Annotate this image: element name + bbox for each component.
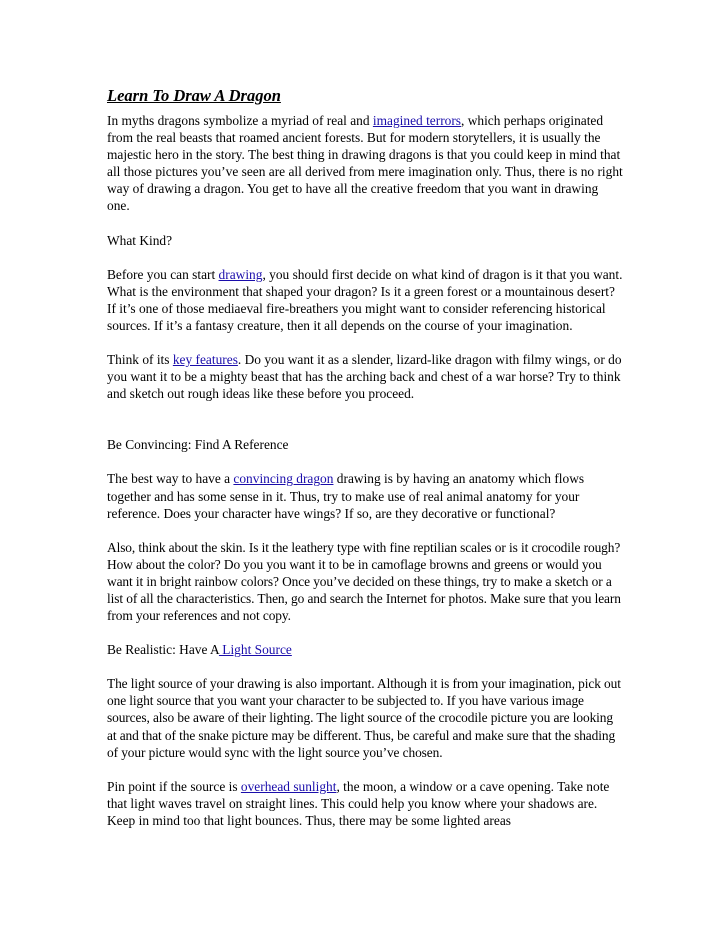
paragraph-key-features	[107, 351, 623, 402]
paragraph-text: In myths dragons symbolize a myriad of real and	[107, 113, 373, 128]
paragraph-text: , which perhaps originated from the real beasts that roamed ancient forests. But for modern storytellers, it is usually the majestic hero in the story. The best thing in drawing dragons is that you could keep in mind that all those pictures you’ve seen are all derived from mere imagination only. Thus, there is no right way of drawing a dragon. You get to have all the creative freedom that you want in drawing one.	[107, 113, 623, 214]
paragraph-text: , the moon, a window or a cave opening. Take note that light waves travel on straight lines. This could help you know where your shadows are. Keep in mind too that light bounces. Thus, there may be some lighted areas	[107, 778, 610, 828]
document-title: Learn To Draw A Dragon	[107, 86, 281, 105]
paragraph-text: The best way to have a	[107, 471, 234, 487]
link-imagined-terrors[interactable]: imagined terrors	[372, 113, 462, 128]
paragraph-drawing	[107, 266, 623, 334]
link-key-features[interactable]: key features	[172, 352, 238, 368]
link-light-source[interactable]: Light Source	[218, 642, 292, 658]
section-heading-light-source	[107, 641, 623, 658]
paragraph-text: , you should first decide on what kind of dragon is it that you want. What is the environment that shaped your dragon? Is it a green forest or a mountainous desert? If it’s one of those mediaeval fire-breathers you might want to consider referencing historical sources. If it’s a fantasy creature, then it all depends on the course of your imagination.	[107, 266, 623, 333]
paragraph-text: . Do you want it as a slender, lizard-like dragon with filmy wings, or do you want it to be a mighty beast that has the arching back and chest of a war horse? Try to think and sketch out rough ideas like these before you proceed.	[107, 352, 622, 402]
paragraph-text: Before you can start	[107, 266, 219, 282]
heading-text: Be Realistic: Have A	[107, 642, 219, 658]
link-overhead-sunlight[interactable]: overhead sunlight	[240, 778, 337, 794]
paragraph-text: Think of its	[107, 352, 173, 368]
paragraph-text: drawing is by having an anatomy which flows together and has some sense in it. Thus, try to make use of real animal anatomy for your reference. Does your character have wings? If so, are they decorative or functional?	[107, 471, 585, 521]
paragraph-convincing	[107, 470, 623, 521]
link-drawing[interactable]: drawing	[218, 266, 263, 282]
link-convincing-dragon[interactable]: convincing dragon	[233, 471, 334, 487]
section-heading-reference: Be Convincing: Find A Reference	[107, 437, 289, 453]
document-page	[107, 86, 623, 846]
paragraph-light-source: The light source of your drawing is also important. Although it is from your imagination, pick out one light source that you want your character to be subjected to. If you have various image sources, also be aware of their lighting. The light source of the crocodile picture you are looking at and that of the snake picture may be different. Thus, be careful and make sure that the shading of your picture would sync with the light source you’ve chosen.	[107, 676, 621, 760]
paragraph-intro	[107, 112, 623, 215]
paragraph-skin: Also, think about the skin. Is it the leathery type with fine reptilian scales or is it crocodile rough? How about the color? Do you you want it to be in camoflage browns and greens or would you want it in bright rainbow colors? Once you’ve decided on these things, try to make a sketch or a list of all the characteristics. Then, go and search the Internet for photos. Make sure that you learn from your references and not copy.	[107, 539, 621, 624]
paragraph-text: Pin point if the source is	[107, 778, 241, 794]
section-heading-what-kind: What Kind?	[107, 232, 173, 248]
paragraph-pin-point	[107, 778, 623, 829]
